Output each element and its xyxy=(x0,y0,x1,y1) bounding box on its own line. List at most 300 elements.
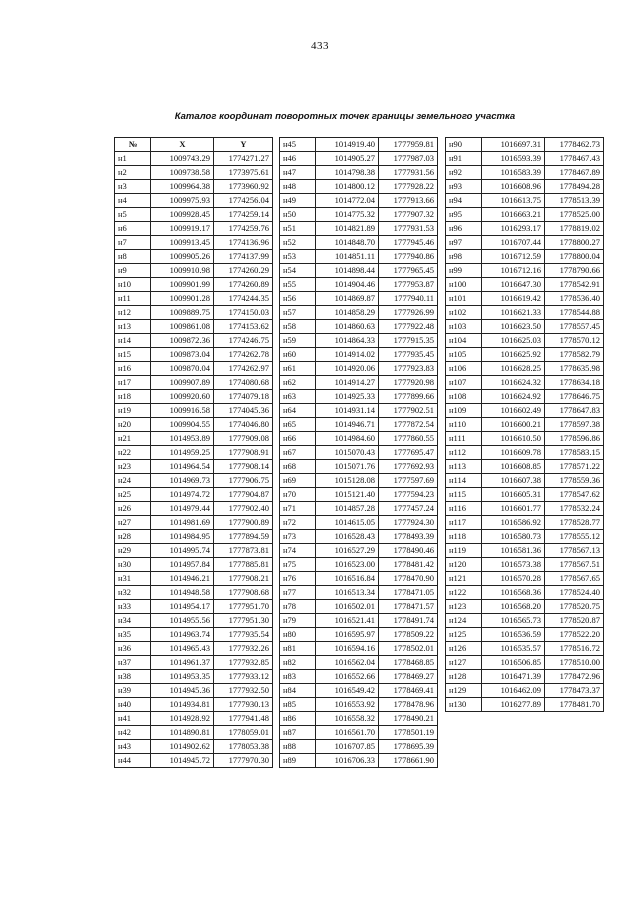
point-number-cell: н123 xyxy=(446,600,482,614)
point-number-cell: н71 xyxy=(280,502,316,516)
point-number-cell: н43 xyxy=(115,740,151,754)
y-cell: 1778481.42 xyxy=(379,558,438,572)
x-cell: 1016513.34 xyxy=(316,586,379,600)
x-cell: 1016619.42 xyxy=(482,292,545,306)
table-row xyxy=(280,446,438,460)
y-cell: 1774246.75 xyxy=(214,334,273,348)
y-cell: 1778493.39 xyxy=(379,530,438,544)
point-number-cell: н67 xyxy=(280,446,316,460)
point-number-cell: н112 xyxy=(446,446,482,460)
x-cell: 1014981.69 xyxy=(151,516,214,530)
point-number-cell: н125 xyxy=(446,628,482,642)
x-cell: 1014954.17 xyxy=(151,600,214,614)
point-number-cell: н49 xyxy=(280,194,316,208)
y-cell: 1777923.83 xyxy=(379,362,438,376)
header-x: X xyxy=(151,138,214,152)
x-cell: 1016562.04 xyxy=(316,656,379,670)
y-cell: 1777913.66 xyxy=(379,194,438,208)
table-row xyxy=(115,446,273,460)
y-cell: 1778478.96 xyxy=(379,698,438,712)
table-row xyxy=(280,208,438,222)
y-cell: 1777959.81 xyxy=(379,138,438,152)
x-cell: 1016594.16 xyxy=(316,642,379,656)
table-row xyxy=(280,530,438,544)
x-cell: 1016706.33 xyxy=(316,754,379,768)
x-cell: 1014979.44 xyxy=(151,502,214,516)
point-number-cell: н91 xyxy=(446,152,482,166)
x-cell: 1016712.16 xyxy=(482,264,545,278)
table-row xyxy=(280,348,438,362)
y-cell: 1778470.90 xyxy=(379,572,438,586)
table-row xyxy=(115,516,273,530)
table-row xyxy=(280,754,438,768)
point-number-cell: н29 xyxy=(115,544,151,558)
y-cell: 1774136.96 xyxy=(214,236,273,250)
x-cell: 1014851.11 xyxy=(316,250,379,264)
x-cell: 1016610.50 xyxy=(482,432,545,446)
x-cell: 1016523.00 xyxy=(316,558,379,572)
table-row xyxy=(115,502,273,516)
y-cell: 1774260.89 xyxy=(214,278,273,292)
point-number-cell: н5 xyxy=(115,208,151,222)
table-row xyxy=(446,600,604,614)
point-number-cell: н90 xyxy=(446,138,482,152)
point-number-cell: н117 xyxy=(446,516,482,530)
coordinates-table-1 xyxy=(114,137,273,768)
table-row xyxy=(446,656,604,670)
y-cell: 1778472.96 xyxy=(545,670,604,684)
x-cell: 1016581.36 xyxy=(482,544,545,558)
x-cell: 1016623.50 xyxy=(482,320,545,334)
table-row xyxy=(115,656,273,670)
y-cell: 1774045.36 xyxy=(214,404,273,418)
point-number-cell: н89 xyxy=(280,754,316,768)
point-number-cell: н119 xyxy=(446,544,482,558)
y-cell: 1778516.72 xyxy=(545,642,604,656)
point-number-cell: н42 xyxy=(115,726,151,740)
table-row xyxy=(115,460,273,474)
table-row xyxy=(280,278,438,292)
y-cell: 1777928.22 xyxy=(379,180,438,194)
x-cell: 1014904.46 xyxy=(316,278,379,292)
table-row xyxy=(280,726,438,740)
y-cell: 1774259.76 xyxy=(214,222,273,236)
table-row xyxy=(280,488,438,502)
point-number-cell: н24 xyxy=(115,474,151,488)
y-cell: 1778532.24 xyxy=(545,502,604,516)
y-cell: 1777908.91 xyxy=(214,446,273,460)
x-cell: 1016707.85 xyxy=(316,740,379,754)
table-row xyxy=(446,628,604,642)
y-cell: 1777695.47 xyxy=(379,446,438,460)
x-cell: 1014955.56 xyxy=(151,614,214,628)
y-cell: 1777932.26 xyxy=(214,642,273,656)
point-number-cell: н106 xyxy=(446,362,482,376)
point-number-cell: н95 xyxy=(446,208,482,222)
table-row xyxy=(446,698,604,712)
y-cell: 1777900.89 xyxy=(214,516,273,530)
y-cell: 1778567.51 xyxy=(545,558,604,572)
point-number-cell: н98 xyxy=(446,250,482,264)
x-cell: 1014963.74 xyxy=(151,628,214,642)
point-number-cell: н33 xyxy=(115,600,151,614)
y-cell: 1778547.62 xyxy=(545,488,604,502)
y-cell: 1778571.22 xyxy=(545,460,604,474)
point-number-cell: н18 xyxy=(115,390,151,404)
y-cell: 1778582.79 xyxy=(545,348,604,362)
point-number-cell: н17 xyxy=(115,376,151,390)
coordinates-table-3 xyxy=(445,137,604,712)
y-cell: 1778567.65 xyxy=(545,572,604,586)
y-cell: 1778490.46 xyxy=(379,544,438,558)
x-cell: 1016647.30 xyxy=(482,278,545,292)
x-cell: 1016573.38 xyxy=(482,558,545,572)
x-cell: 1016595.97 xyxy=(316,628,379,642)
point-number-cell: н50 xyxy=(280,208,316,222)
table-row xyxy=(446,250,604,264)
table-row xyxy=(280,362,438,376)
x-cell: 1016293.17 xyxy=(482,222,545,236)
y-cell: 1778596.86 xyxy=(545,432,604,446)
point-number-cell: н128 xyxy=(446,670,482,684)
table-row xyxy=(446,166,604,180)
x-cell: 1016565.73 xyxy=(482,614,545,628)
table-row xyxy=(446,390,604,404)
y-cell: 1777935.54 xyxy=(214,628,273,642)
table-row xyxy=(115,334,273,348)
table-row xyxy=(446,264,604,278)
x-cell: 1016549.42 xyxy=(316,684,379,698)
y-cell: 1778528.77 xyxy=(545,516,604,530)
table-row xyxy=(115,348,273,362)
point-number-cell: н58 xyxy=(280,320,316,334)
y-cell: 1778800.27 xyxy=(545,236,604,250)
y-cell: 1778468.85 xyxy=(379,656,438,670)
table-row xyxy=(115,726,273,740)
table-row xyxy=(115,362,273,376)
y-cell: 1777926.99 xyxy=(379,306,438,320)
y-cell: 1778800.04 xyxy=(545,250,604,264)
y-cell: 1778473.37 xyxy=(545,684,604,698)
y-cell: 1778536.40 xyxy=(545,292,604,306)
x-cell: 1016624.92 xyxy=(482,390,545,404)
point-number-cell: н114 xyxy=(446,474,482,488)
y-cell: 1778646.75 xyxy=(545,390,604,404)
table-row xyxy=(115,614,273,628)
point-number-cell: н11 xyxy=(115,292,151,306)
point-number-cell: н28 xyxy=(115,530,151,544)
point-number-cell: н41 xyxy=(115,712,151,726)
table-row xyxy=(280,376,438,390)
point-number-cell: н75 xyxy=(280,558,316,572)
x-cell: 1014965.43 xyxy=(151,642,214,656)
table-row xyxy=(280,460,438,474)
x-cell: 1016553.92 xyxy=(316,698,379,712)
table-row xyxy=(280,320,438,334)
point-number-cell: н27 xyxy=(115,516,151,530)
table-row xyxy=(280,600,438,614)
x-cell: 1014798.38 xyxy=(316,166,379,180)
y-cell: 1778635.98 xyxy=(545,362,604,376)
table-row xyxy=(280,572,438,586)
point-number-cell: н7 xyxy=(115,236,151,250)
table-row xyxy=(280,292,438,306)
y-cell: 1773960.92 xyxy=(214,180,273,194)
y-cell: 1778520.75 xyxy=(545,600,604,614)
point-number-cell: н113 xyxy=(446,460,482,474)
point-number-cell: н19 xyxy=(115,404,151,418)
table-row xyxy=(115,222,273,236)
point-number-cell: н83 xyxy=(280,670,316,684)
table-row xyxy=(446,488,604,502)
point-number-cell: н130 xyxy=(446,698,482,712)
y-cell: 1778462.73 xyxy=(545,138,604,152)
table-row xyxy=(115,376,273,390)
table-row xyxy=(280,628,438,642)
x-cell: 1009738.58 xyxy=(151,166,214,180)
table-row xyxy=(280,642,438,656)
y-cell: 1774153.62 xyxy=(214,320,273,334)
y-cell: 1778661.90 xyxy=(379,754,438,768)
x-cell: 1014905.27 xyxy=(316,152,379,166)
x-cell: 1014934.81 xyxy=(151,698,214,712)
x-cell: 1014984.95 xyxy=(151,530,214,544)
x-cell: 1009975.93 xyxy=(151,194,214,208)
point-number-cell: н87 xyxy=(280,726,316,740)
y-cell: 1774150.03 xyxy=(214,306,273,320)
table-row xyxy=(280,236,438,250)
point-number-cell: н94 xyxy=(446,194,482,208)
x-cell: 1009873.04 xyxy=(151,348,214,362)
y-cell: 1777931.53 xyxy=(379,222,438,236)
x-cell: 1016621.33 xyxy=(482,306,545,320)
y-cell: 1774262.78 xyxy=(214,348,273,362)
y-cell: 1777924.30 xyxy=(379,516,438,530)
point-number-cell: н31 xyxy=(115,572,151,586)
point-number-cell: н4 xyxy=(115,194,151,208)
point-number-cell: н101 xyxy=(446,292,482,306)
table-row xyxy=(115,670,273,684)
x-cell: 1014775.32 xyxy=(316,208,379,222)
y-cell: 1777930.13 xyxy=(214,698,273,712)
x-cell: 1016535.57 xyxy=(482,642,545,656)
point-number-cell: н86 xyxy=(280,712,316,726)
table-row xyxy=(280,544,438,558)
y-cell: 1778467.89 xyxy=(545,166,604,180)
x-cell: 1015128.08 xyxy=(316,474,379,488)
y-cell: 1778481.70 xyxy=(545,698,604,712)
point-number-cell: н93 xyxy=(446,180,482,194)
point-number-cell: н124 xyxy=(446,614,482,628)
x-cell: 1014945.36 xyxy=(151,684,214,698)
point-number-cell: н15 xyxy=(115,348,151,362)
header-point-number: № xyxy=(115,138,151,152)
x-cell: 1014948.58 xyxy=(151,586,214,600)
y-cell: 1777965.45 xyxy=(379,264,438,278)
x-cell: 1016528.43 xyxy=(316,530,379,544)
x-cell: 1014953.89 xyxy=(151,432,214,446)
x-cell: 1014961.37 xyxy=(151,656,214,670)
y-cell: 1777907.32 xyxy=(379,208,438,222)
x-cell: 1014914.02 xyxy=(316,348,379,362)
y-cell: 1777597.69 xyxy=(379,474,438,488)
table-row xyxy=(115,474,273,488)
point-number-cell: н23 xyxy=(115,460,151,474)
table-row xyxy=(280,586,438,600)
table-row xyxy=(446,572,604,586)
y-cell: 1778525.00 xyxy=(545,208,604,222)
table-row xyxy=(115,166,273,180)
x-cell: 1009870.04 xyxy=(151,362,214,376)
point-number-cell: н21 xyxy=(115,432,151,446)
table-row xyxy=(115,152,273,166)
table-row xyxy=(115,250,273,264)
table-row xyxy=(280,712,438,726)
y-cell: 1778559.36 xyxy=(545,474,604,488)
point-number-cell: н84 xyxy=(280,684,316,698)
table-row xyxy=(115,740,273,754)
y-cell: 1777920.98 xyxy=(379,376,438,390)
table-row xyxy=(115,558,273,572)
x-cell: 1009872.36 xyxy=(151,334,214,348)
point-number-cell: н34 xyxy=(115,614,151,628)
point-number-cell: н116 xyxy=(446,502,482,516)
point-number-cell: н69 xyxy=(280,474,316,488)
y-cell: 1777951.70 xyxy=(214,600,273,614)
point-number-cell: н45 xyxy=(280,138,316,152)
x-cell: 1014615.05 xyxy=(316,516,379,530)
table-row xyxy=(446,558,604,572)
y-cell: 1778634.18 xyxy=(545,376,604,390)
table-row xyxy=(115,418,273,432)
y-cell: 1774046.80 xyxy=(214,418,273,432)
y-cell: 1778509.22 xyxy=(379,628,438,642)
table-row xyxy=(446,544,604,558)
y-cell: 1777932.85 xyxy=(214,656,273,670)
point-number-cell: н52 xyxy=(280,236,316,250)
x-cell: 1016609.78 xyxy=(482,446,545,460)
point-number-cell: н99 xyxy=(446,264,482,278)
y-cell: 1778494.28 xyxy=(545,180,604,194)
x-cell: 1016624.32 xyxy=(482,376,545,390)
x-cell: 1015121.40 xyxy=(316,488,379,502)
y-cell: 1778053.38 xyxy=(214,740,273,754)
table-row xyxy=(446,460,604,474)
y-cell: 1777899.66 xyxy=(379,390,438,404)
x-cell: 1014902.62 xyxy=(151,740,214,754)
point-number-cell: н110 xyxy=(446,418,482,432)
table-row xyxy=(115,194,273,208)
table-row xyxy=(446,348,604,362)
point-number-cell: н60 xyxy=(280,348,316,362)
x-cell: 1009919.17 xyxy=(151,222,214,236)
point-number-cell: н59 xyxy=(280,334,316,348)
y-cell: 1777940.86 xyxy=(379,250,438,264)
point-number-cell: н97 xyxy=(446,236,482,250)
y-cell: 1777908.68 xyxy=(214,586,273,600)
point-number-cell: н109 xyxy=(446,404,482,418)
point-number-cell: н129 xyxy=(446,684,482,698)
point-number-cell: н68 xyxy=(280,460,316,474)
point-number-cell: н80 xyxy=(280,628,316,642)
x-cell: 1014959.25 xyxy=(151,446,214,460)
x-cell: 1016600.21 xyxy=(482,418,545,432)
y-cell: 1774079.18 xyxy=(214,390,273,404)
y-cell: 1778491.74 xyxy=(379,614,438,628)
x-cell: 1009889.75 xyxy=(151,306,214,320)
table-row xyxy=(115,544,273,558)
y-cell: 1777908.21 xyxy=(214,572,273,586)
point-number-cell: н81 xyxy=(280,642,316,656)
x-cell: 1016516.84 xyxy=(316,572,379,586)
x-cell: 1014925.33 xyxy=(316,390,379,404)
y-cell: 1777873.81 xyxy=(214,544,273,558)
x-cell: 1014860.63 xyxy=(316,320,379,334)
point-number-cell: н120 xyxy=(446,558,482,572)
table-row xyxy=(115,600,273,614)
point-number-cell: н85 xyxy=(280,698,316,712)
x-cell: 1016625.03 xyxy=(482,334,545,348)
table-row xyxy=(446,516,604,530)
point-number-cell: н73 xyxy=(280,530,316,544)
x-cell: 1016608.96 xyxy=(482,180,545,194)
table-row xyxy=(446,180,604,194)
x-cell: 1009904.55 xyxy=(151,418,214,432)
x-cell: 1016625.92 xyxy=(482,348,545,362)
y-cell: 1778544.88 xyxy=(545,306,604,320)
table-row xyxy=(115,684,273,698)
y-cell: 1778520.87 xyxy=(545,614,604,628)
table-row xyxy=(280,194,438,208)
table-row xyxy=(280,166,438,180)
table-row xyxy=(115,390,273,404)
page-number: 433 xyxy=(311,40,329,52)
table-row xyxy=(446,320,604,334)
y-cell: 1778583.15 xyxy=(545,446,604,460)
point-number-cell: н40 xyxy=(115,698,151,712)
y-cell: 1778471.57 xyxy=(379,600,438,614)
coordinates-catalog xyxy=(114,137,604,768)
y-cell: 1777970.30 xyxy=(214,754,273,768)
point-number-cell: н54 xyxy=(280,264,316,278)
point-number-cell: н20 xyxy=(115,418,151,432)
table-row xyxy=(280,418,438,432)
point-number-cell: н62 xyxy=(280,376,316,390)
point-number-cell: н38 xyxy=(115,670,151,684)
x-cell: 1016558.32 xyxy=(316,712,379,726)
y-cell: 1777922.48 xyxy=(379,320,438,334)
x-cell: 1016601.77 xyxy=(482,502,545,516)
point-number-cell: н61 xyxy=(280,362,316,376)
table-row xyxy=(280,264,438,278)
table-row xyxy=(446,138,604,152)
y-cell: 1777932.50 xyxy=(214,684,273,698)
point-number-cell: н122 xyxy=(446,586,482,600)
point-number-cell: н70 xyxy=(280,488,316,502)
y-cell: 1777945.46 xyxy=(379,236,438,250)
point-number-cell: н1 xyxy=(115,152,151,166)
point-number-cell: н79 xyxy=(280,614,316,628)
point-number-cell: н53 xyxy=(280,250,316,264)
x-cell: 1016536.59 xyxy=(482,628,545,642)
point-number-cell: н74 xyxy=(280,544,316,558)
x-cell: 1009910.98 xyxy=(151,264,214,278)
x-cell: 1014858.29 xyxy=(316,306,379,320)
y-cell: 1774256.04 xyxy=(214,194,273,208)
point-number-cell: н72 xyxy=(280,516,316,530)
table-row xyxy=(280,390,438,404)
x-cell: 1009905.26 xyxy=(151,250,214,264)
